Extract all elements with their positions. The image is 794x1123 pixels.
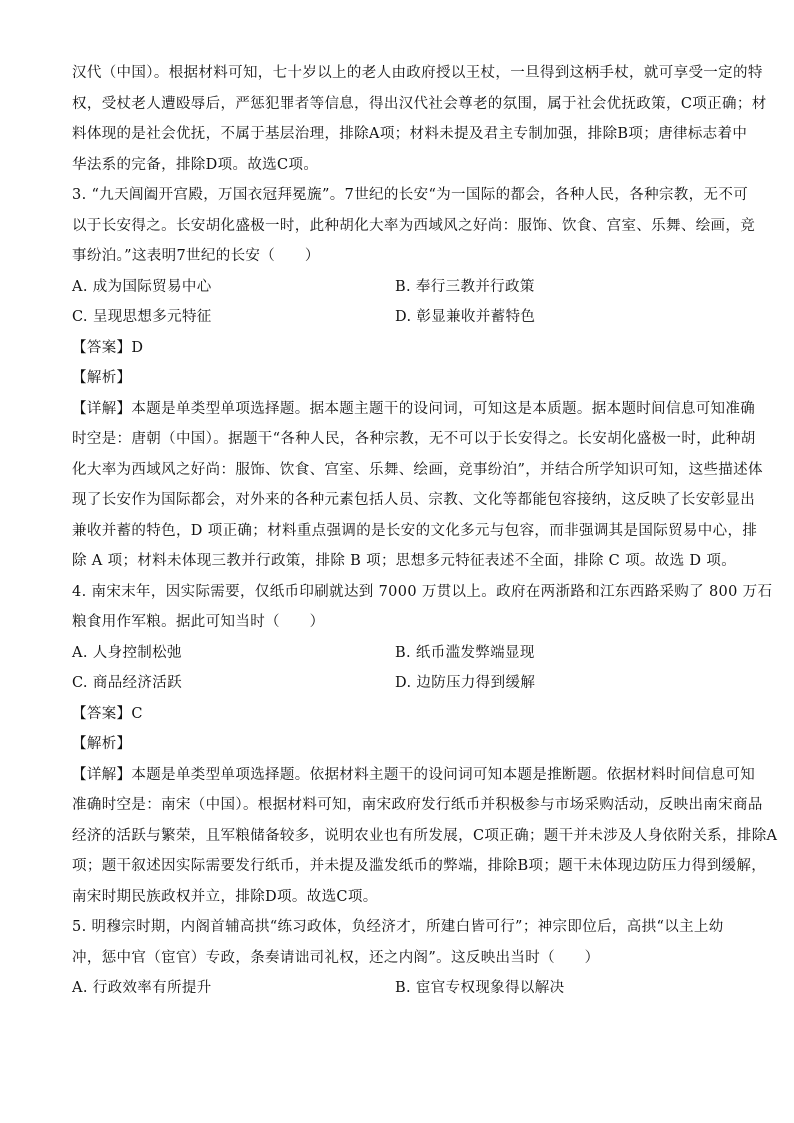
option-b: B. 纸币滥发弊端显现 — [395, 644, 535, 661]
detail-line: 时空是：唐朝（中国）。据题干“各种人民，各种宗教，无不可以于长安得之。长安胡化盛极一时，此种胡 — [72, 431, 756, 447]
answer-line: 【答案】C — [72, 705, 143, 722]
question-stem-line: 冲，惩中官（宦官）专政，条奏请诎司礼权，还之内阁”。这反映出当时（ ） — [72, 949, 600, 966]
question-stem-line: 3. “九天阊阖开宫殿，万国衣冠拜冕旒”。7世纪的长安“为一国际的都会，各种人民，各种宗教，无不可 — [72, 187, 749, 203]
option-c: C. 商品经济活跃 — [72, 675, 182, 691]
option-b: B. 奉行三教并行政策 — [395, 278, 535, 295]
options-row — [72, 973, 732, 1004]
detail-line: 除 A 项；材料未体现三教并行政策，排除 B 项；思想多元特征表述不全面，排除 C 项。故选 D 项。 — [72, 553, 737, 569]
detail-line: 化大率为西域风之好尚：服饰、饮食、宫室、乐舞、绘画，竞事纷泊”，并结合所学知识可知，这些描述体 — [72, 461, 763, 478]
answer-line: 【答案】D — [72, 339, 144, 356]
question-stem-line: 5. 明穆宗时期，内阁首辅高拱“练习政体，负经济才，所建白皆可行”；神宗即位后，高拱“以主上幼 — [72, 919, 724, 935]
detail-line: 【详解】本题是单类型单项选择题。依据材料主题干的设问词可知本题是推断题。依据材料时间信息可知 — [72, 766, 756, 783]
question-3 — [72, 180, 763, 577]
option-b: B. 宦官专权现象得以解决 — [395, 980, 565, 996]
options-row — [72, 638, 732, 669]
analysis-label: 【解析】 — [72, 736, 132, 752]
question-stem-line: 粮食用作军粮。据此可知当时（ ） — [72, 614, 325, 630]
text-line: 汉代（中国）。根据材料可知，七十岁以上的老人由政府授以王杖，一旦得到这柄手杖，就可享受一定的特 — [72, 65, 763, 81]
detail-line: 准确时空是：南宋（中国）。根据材料可知，南宋政府发行纸币并积极参与市场采购活动，反映出南宋商品 — [72, 797, 763, 813]
text-line: 料体现的是社会优抚，不属于基层治理，排除A项；材料未提及君主专制加强，排除B项；唐律标志着中 — [72, 126, 748, 142]
options-row — [72, 668, 732, 699]
analysis-label: 【解析】 — [72, 370, 132, 386]
detail-line: 兼收并蓄的特色，D 项正确；材料重点强调的是长安的文化多元与包容，而非强调其是国际贸易中心，排 — [72, 522, 758, 539]
text-line: 华法系的完备，排除D项。故选C项。 — [72, 156, 319, 173]
option-d: D. 边防压力得到缓解 — [395, 675, 536, 691]
option-c: C. 呈现思想多元特征 — [72, 309, 212, 325]
option-a: A. 成为国际贸易中心 — [72, 278, 212, 295]
question-stem-line: 事纷泊。”这表明7世纪的长安（ ） — [72, 248, 320, 264]
detail-line: 经济的活跃与繁荣，且军粮储备较多，说明农业也有所发展，C项正确；题干并未涉及人身依附关系，排除A — [72, 827, 778, 844]
detail-line: 现了长安作为国际都会，对外来的各种元素包括人员、宗教、文化等都能包容接纳，这反映了长安彰显出 — [72, 492, 756, 508]
text-line: 权，受杖老人遭殴辱后，严惩犯罪者等信息，得出汉代社会尊老的氛围，属于社会优抚政策，C项正确；材 — [72, 95, 767, 112]
detail-line: 【详解】本题是单类型单项选择题。据本题主题干的设问词，可知这是本质题。据本题时间信息可知准确 — [72, 400, 756, 417]
detail-line: 项；题干叙述因实际需要发行纸币，并未提及滥发纸币的弊端，排除B项；题干未体现边防压力得到缓解， — [72, 858, 767, 874]
options-row — [72, 272, 732, 303]
option-a: A. 行政效率有所提升 — [72, 980, 212, 996]
option-a: A. 人身控制松弛 — [72, 644, 182, 661]
detail-line: 南宋时期民族政权并立，排除D项。故选C项。 — [72, 888, 378, 905]
option-d: D. 彰显兼收并蓄特色 — [395, 309, 536, 325]
question-stem-line: 4. 南宋末年，因实际需要，仅纸币印刷就达到 7000 万贯以上。政府在两浙路和江东西路采购了 800 万石 — [72, 583, 773, 600]
question-stem-line: 以于长安得之。长安胡化盛极一时，此种胡化大率为西域风之好尚：服饰、饮食、宫室、乐舞、绘画，竞 — [72, 217, 756, 234]
question-4 — [72, 577, 778, 913]
options-row — [72, 302, 732, 333]
question-5 — [72, 912, 732, 1004]
previous-question-analysis — [72, 58, 767, 180]
document-page — [72, 58, 778, 1004]
